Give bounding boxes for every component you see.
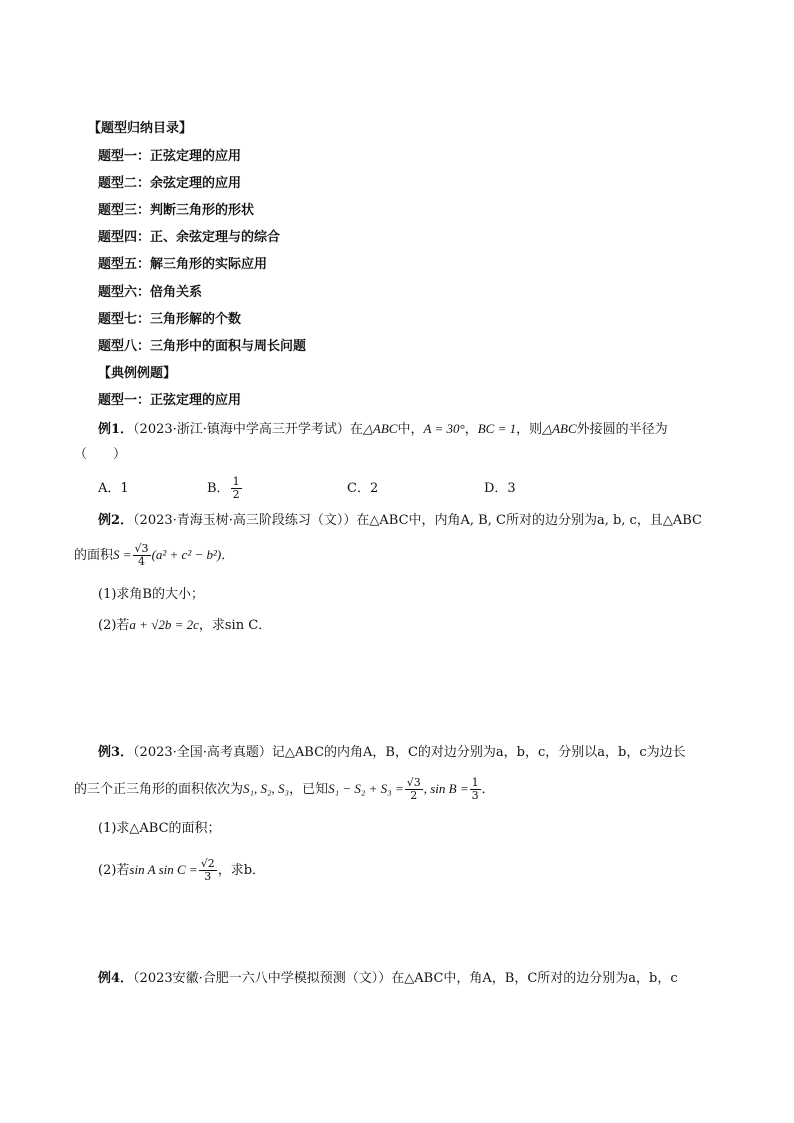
option-d: D．3: [484, 481, 516, 496]
fraction: $\frac{√3}{2}$: [406, 776, 421, 802]
example-1-source: （2023·浙江·镇海中学高三开学考试）: [133, 422, 350, 437]
toc-item-1: 题型一：正弦定理的应用: [98, 149, 242, 164]
example-1-paren: （ ）: [74, 447, 127, 462]
example-2-line2: 的面积S = $\frac{√3}{4}$ (a² + c² − b²)．: [74, 542, 235, 568]
example-3-source: （2023·全国·高考真题）: [133, 745, 272, 760]
toc-item-3: 题型三：判断三角形的形状: [98, 203, 255, 218]
toc-item-7: 题型七：三角形解的个数: [98, 312, 242, 327]
example-3-line2: 的三个正三角形的面积依次为S₁, S₂, S₃，已知S₁ − S₂ + S₃ = $\frac{√3}{2}$ , sin B = $\frac{1}{3}$ ．: [74, 776, 495, 802]
examples-heading: 【典例例题】: [98, 366, 177, 381]
example-1-label: 例1．: [98, 422, 134, 437]
triangle-symbol: △ABC: [362, 421, 398, 436]
condition-side: BC = 1: [477, 421, 517, 436]
example-2-label: 例2．: [98, 513, 134, 528]
option-c: C．2: [347, 481, 379, 496]
example-1-line1: 例1．（2023·浙江·镇海中学高三开学考试）在△ABC中，A = 30°，BC = 1，则△ABC外接圆的半径为: [98, 421, 668, 437]
fraction: $\frac{√3}{4}$: [134, 542, 149, 568]
example-3-q2: (2)若sin A sin C = $\frac{√2}{3}$ ，求b．: [98, 857, 266, 883]
equation: a + √2b = 2c: [129, 617, 199, 632]
toc-item-4: 题型四：正、余弦定理与的综合: [98, 230, 281, 245]
option-a: A．1: [98, 481, 129, 496]
example-4-label: 例4．: [98, 971, 134, 986]
toc-item-6: 题型六：倍角关系: [98, 285, 203, 300]
fraction: $\frac{1}{3}$: [471, 776, 479, 802]
toc-item-8: 题型八：三角形中的面积与周长问题: [98, 339, 307, 354]
fraction: $\frac{√2}{3}$: [200, 857, 215, 883]
fraction: $\frac{1}{2}$: [232, 475, 240, 501]
toc-heading: 【题型归纳目录】: [88, 121, 193, 136]
example-2-line1: 例2．（2023·青海玉树·高三阶段练习（文））在△ABC中，内角A, B, C所对的边分别为a, b, c，且△ABC: [98, 513, 702, 528]
area-expression: (a² + c² − b²): [151, 547, 222, 562]
example-2-q1: (1)求角B的大小；: [98, 587, 204, 602]
equation: S₁ − S₂ + S₃ =: [328, 781, 404, 796]
section-title: 题型一：正弦定理的应用: [98, 393, 242, 408]
example-3-q1: (1)求△ABC的面积；: [98, 821, 221, 836]
condition-angle: A = 30°: [423, 421, 465, 436]
toc-item-2: 题型二：余弦定理的应用: [98, 176, 242, 191]
example-4-source: （2023安徽·合肥一六八中学模拟预测（文））: [133, 971, 392, 986]
toc-item-5: 题型五：解三角形的实际应用: [98, 257, 268, 272]
example-4-line1: 例4．（2023安徽·合肥一六八中学模拟预测（文））在△ABC中，角A，B，C所对的边分别为a，b，c: [98, 971, 678, 986]
example-2-source: （2023·青海玉树·高三阶段练习（文））: [133, 513, 357, 528]
example-2-q2: (2)若a + √2b = 2c，求sin C．: [98, 617, 272, 633]
option-b: B． $\frac{1}{2}$: [207, 475, 240, 501]
example-3-line1: 例3．（2023·全国·高考真题）记△ABC的内角A，B，C的对边分别为a，b，c，分别以a，b，c为边长: [98, 745, 686, 760]
example-3-label: 例3．: [98, 745, 134, 760]
